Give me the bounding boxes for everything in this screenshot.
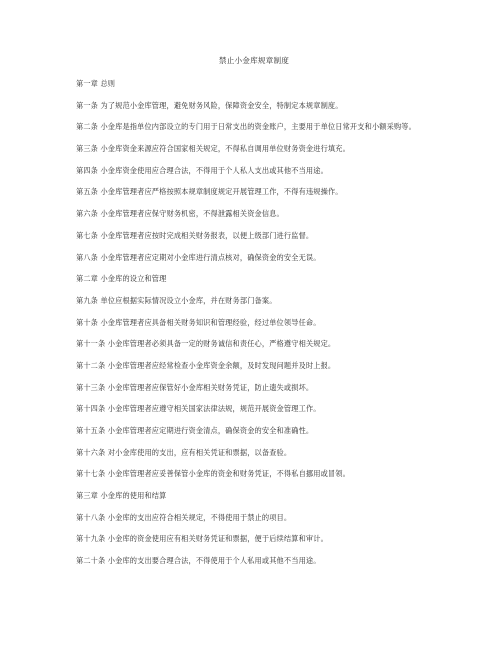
article-paragraph: 第九条 单位应根据实际情况设立小金库，并在财务部门备案。 [76, 295, 277, 305]
article-paragraph: 第十六条 对小金库使用的支出，应有相关凭证和票据，以备查验。 [76, 447, 292, 457]
article-paragraph: 第十七条 小金库管理者应妥善保管小金库的资金和财务凭证，不得私自挪用或冒领。 [76, 469, 350, 479]
document-body [76, 78, 432, 566]
article-paragraph: 第四条 小金库资金使用应合理合法，不得用于个人私人支出或其他不当用途。 [76, 165, 328, 175]
article-paragraph: 第十二条 小金库管理者应经常检查小金库资金余额，及时发现问题并及时上报。 [76, 360, 336, 370]
chapter-heading: 第一章 总则 [76, 79, 116, 88]
article-paragraph: 第八条 小金库管理者应定期对小金库进行清点核对，确保资金的安全无误。 [76, 252, 321, 262]
article-paragraph: 第十一条 小金库管理者必须具备一定的财务诚信和责任心，严格遵守相关规定。 [76, 339, 336, 349]
article-paragraph: 第二条 小金库是指单位内部设立的专门用于日常支出的资金账户，主要用于单位日常开支和小额采购等。 [76, 122, 416, 132]
article-paragraph: 第十三条 小金库管理者应保管好小金库相关财务凭证，防止遗失或损坏。 [76, 382, 314, 392]
article-paragraph: 第十八条 小金库的支出应符合相关规定，不得使用于禁止的项目。 [76, 512, 292, 522]
document-title: 禁止小金库规章制度 [218, 56, 290, 65]
chapter-heading: 第三章 小金库的使用和结算 [76, 491, 167, 501]
article-paragraph: 第二十条 小金库的支出要合理合法，不得使用于个人私用或其他不当用途。 [76, 556, 321, 566]
article-paragraph: 第一条 为了规范小金库管理，避免财务风险，保障资金安全，特制定本规章制度。 [76, 100, 343, 110]
article-paragraph: 第十五条 小金库管理者应定期进行资金清点，确保资金的安全和准确性。 [76, 426, 314, 435]
article-paragraph: 第十四条 小金库管理者应遵守相关国家法律法规，规范开展资金管理工作。 [76, 404, 321, 414]
article-paragraph: 第六条 小金库管理者应保守财务机密，不得泄露相关资金信息。 [76, 209, 284, 219]
article-paragraph: 第十九条 小金库的资金使用应有相关财务凭证和票据，便于后续结算和审计。 [76, 534, 328, 544]
chapter-heading: 第二章 小金库的设立和管理 [76, 274, 167, 284]
article-paragraph: 第三条 小金库资金来源应符合国家相关规定，不得私自调用单位财务资金进行填充。 [76, 144, 350, 154]
article-paragraph: 第十条 小金库管理者应具备相关财务知识和管理经验，经过单位领导任命。 [76, 317, 321, 327]
article-paragraph: 第五条 小金库管理者应严格按照本规章制度规定开展管理工作，不得有违规操作。 [76, 187, 343, 197]
article-paragraph: 第七条 小金库管理者应按时完成相关财务报表，以便上级部门进行监督。 [76, 230, 314, 240]
